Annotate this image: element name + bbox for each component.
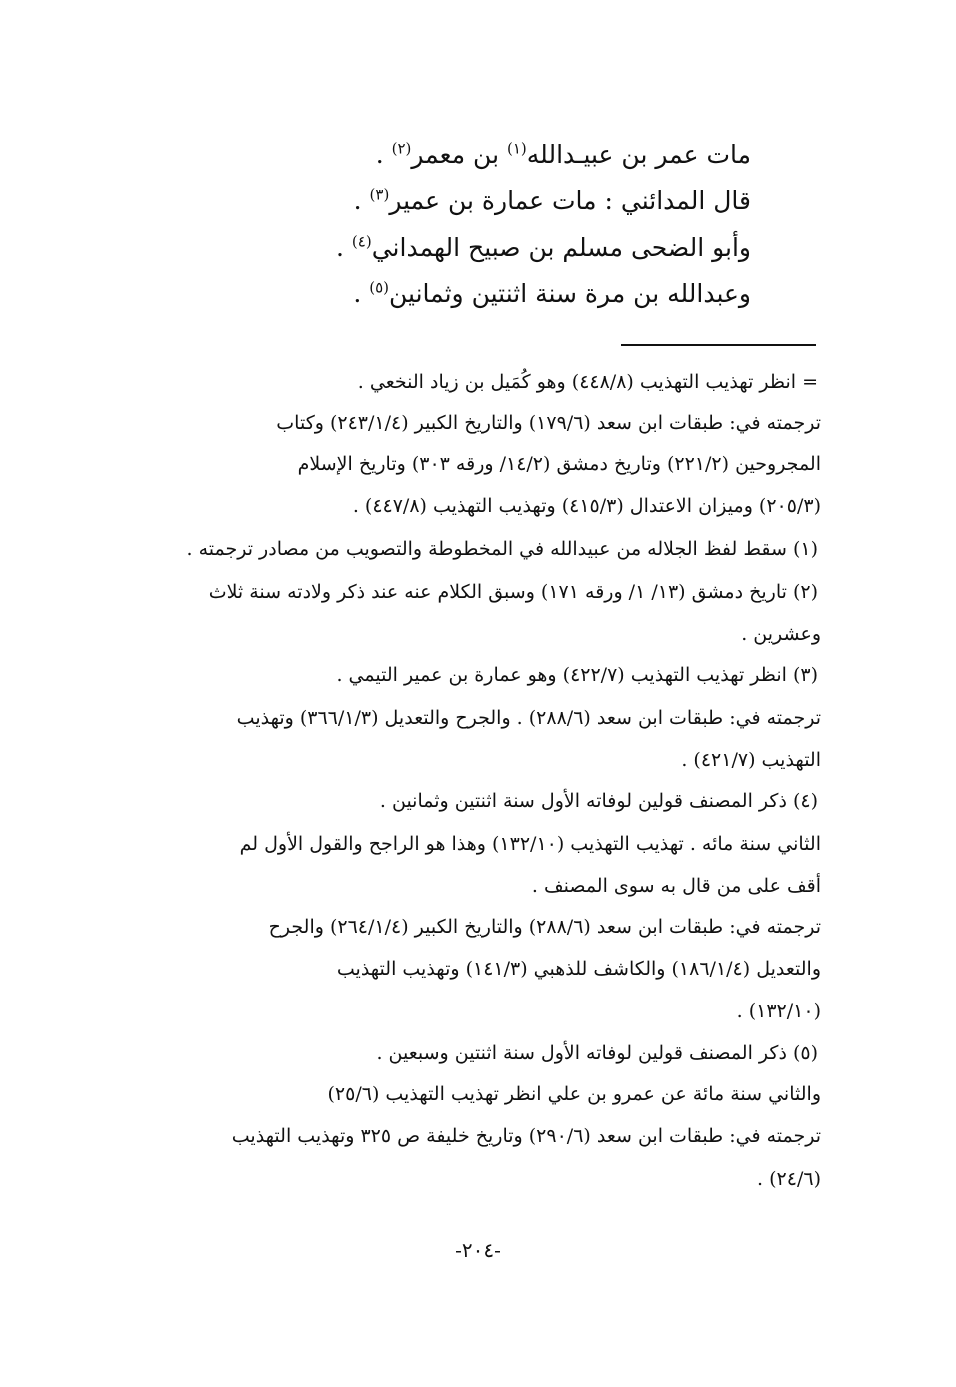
footnote-line: والثاني سنة مائة عن عمرو بن علي انظر تهذيب التهذيب (٢٥/٦) [327, 1083, 821, 1105]
main-text-line-2 [191, 183, 751, 219]
footnote-ref[interactable]: (١) [506, 139, 527, 158]
main-text-segment: وعبدالله بن مرة سنة اثنتين وثمانين [389, 279, 751, 308]
footnote-line: الثاني سنة مائه . تهذيب التهذيب (١٣٢/١٠) وهذا هو الراجح والقول الأول لم [239, 833, 821, 855]
main-text-line-1 [191, 137, 751, 173]
footnote-line: = انظر تهذيب التهذيب (٤٤٨/٨) وهو كُمَيل بن زياد النخعي . [357, 371, 818, 393]
footnote-line: المجروحين (٢٢١/٢) وتاريخ دمشق (١٤/٢/ ورقه ٣٠٣) وتاريخ الإسلام [297, 453, 821, 475]
main-text-tail: . [353, 279, 370, 308]
main-text-segment: بن معمر [411, 140, 507, 169]
footnote-line: (٢٤/٦) . [757, 1168, 821, 1190]
footnote-line: والتعديل (١٨٦/١/٤) والكاشف للذهبي (١٤١/٣) وتهذيب التهذيب [336, 958, 821, 980]
footnote-line: (٥) ذكر المصنف قولين لوفاته الأول سنة اثنتين وسبعين . [376, 1042, 818, 1064]
main-text-tail: . [375, 140, 392, 169]
main-text-tail: . [353, 186, 370, 215]
footnote-line: ترجمته في: طبقات ابن سعد (٢٨٨/٦) . والجرح والتعديل (٣٦٦/١/٣) وتهذيب [236, 707, 821, 729]
main-text-tail: . [336, 233, 352, 262]
main-text-segment: وأبو الضحى مسلم بن صبيح الهمداني [371, 233, 751, 262]
main-text-segment: مات عمر بن عبيـدالله [526, 140, 751, 169]
footnote-line: التهذيب (٤٢١/٧) . [681, 749, 821, 771]
footnote-line: (٤) ذكر المصنف قولين لوفاته الأول سنة اثنتين وثمانين . [379, 790, 818, 812]
footnote-divider [621, 344, 816, 346]
footnote-line: أقف على من قال به سوى المصنف . [531, 875, 821, 897]
main-text-line-4 [191, 276, 751, 312]
main-text-segment: قال المدائني : مات عمارة بن عمير [389, 186, 751, 215]
footnote-line: (٢٠٥/٣) وميزان الاعتدال (٤١٥/٣) وتهذيب التهذيب (٤٤٧/٨) . [352, 495, 821, 517]
main-text-line-3 [191, 230, 751, 266]
footnote-line: (١) سقط لفظ الجلاله من عبيدالله في المخطوطة والتصويب من مصادر ترجمته . [186, 538, 818, 560]
footnote-line: ترجمته في: طبقات ابن سعد (٢٨٨/٦) والتاريخ الكبير (٢٦٤/١/٤) والجرح [268, 916, 821, 938]
footnote-ref[interactable]: (٣) [369, 185, 390, 204]
footnote-line: (٣) انظر تهذيب التهذيب (٤٢٢/٧) وهو عمارة بن عمير التيمي . [336, 664, 818, 686]
footnote-line: وعشرين . [741, 623, 821, 645]
footnote-ref[interactable]: (٢) [391, 139, 412, 158]
footnote-line: ترجمته في: طبقات ابن سعد (١٧٩/٦) والتاريخ الكبير (٢٤٣/١/٤) وكتاب [276, 412, 821, 434]
footnote-ref[interactable]: (٤) [351, 232, 372, 251]
footnote-line: ترجمته في: طبقات ابن سعد (٢٩٠/٦) وتاريخ خليفة ص ٣٢٥ وتهذيب التهذيب [231, 1125, 821, 1147]
page-number: -٢٠٤- [455, 1238, 501, 1262]
footnote-line: (٢) تاريخ دمشق (١٣/ ١/ ورقه ١٧١) وسبق الكلام عنه عند ذكر ولادته سنة ثلاث [208, 581, 818, 603]
footnote-ref[interactable]: (٥) [369, 278, 389, 297]
footnote-line: (١٣٢/١٠) . [736, 1000, 821, 1022]
